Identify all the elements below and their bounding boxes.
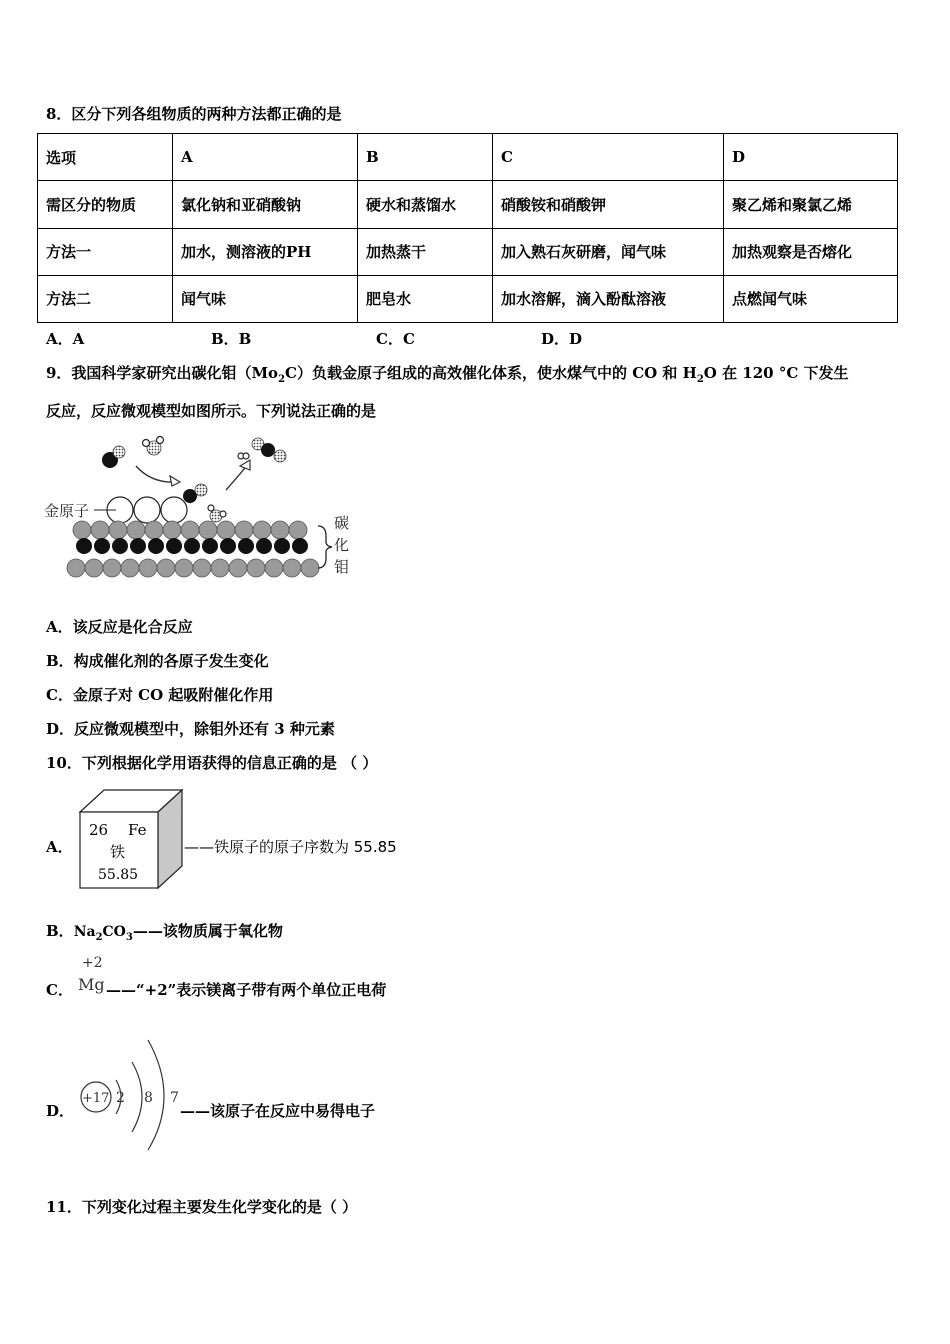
arrow-head-icon bbox=[240, 460, 250, 470]
table-cell: 硝酸铵和硝酸钾 bbox=[493, 181, 724, 228]
molybdenum-atom bbox=[253, 521, 271, 539]
table-cell: 选项 bbox=[38, 134, 173, 181]
nucleus-charge: +17 bbox=[82, 1091, 110, 1106]
molybdenum-atom bbox=[67, 559, 85, 577]
carbon-atom bbox=[202, 538, 218, 554]
atomic-number: 26 bbox=[89, 821, 109, 839]
table-cell: 硬水和蒸馏水 bbox=[358, 181, 493, 228]
molybdenum-atom bbox=[109, 521, 127, 539]
gold-atoms bbox=[107, 497, 187, 523]
table-cell: 加水溶解，滴入酚酞溶液 bbox=[493, 275, 724, 322]
carbon-atom bbox=[238, 538, 254, 554]
q9-option-a[interactable]: A．该反应是化合反应 bbox=[46, 618, 193, 636]
carbon-atom bbox=[94, 538, 110, 554]
q10-option-c-text: ——“+2”表示镁离子带有两个单位正电荷 bbox=[106, 981, 387, 999]
q10-option-a-label[interactable]: A． bbox=[46, 838, 73, 856]
q10-option-d-text: ——该原子在反应中易得电子 bbox=[180, 1102, 376, 1120]
q8-stem: 8．区分下列各组物质的两种方法都正确的是 bbox=[46, 105, 342, 123]
h2-molecule bbox=[238, 453, 249, 459]
q9-option-d[interactable]: D．反应微观模型中，除钼外还有 3 种元素 bbox=[46, 720, 335, 738]
q10-option-d-label[interactable]: D． bbox=[46, 1102, 75, 1120]
molybdenum-atom bbox=[145, 521, 163, 539]
molybdenum-atom bbox=[301, 559, 319, 577]
shell-electron-count: 2 bbox=[116, 1090, 125, 1106]
catalyst-micro-model-figure bbox=[40, 430, 360, 590]
shell-electron-count: 8 bbox=[144, 1090, 153, 1106]
magnesium-symbol: Mg bbox=[78, 975, 105, 994]
molybdenum-atom bbox=[181, 521, 199, 539]
carbide-label-char: 化 bbox=[334, 536, 350, 554]
molybdenum-atom bbox=[289, 521, 307, 539]
adsorbed-co-molecule bbox=[183, 484, 207, 503]
molybdenum-atom bbox=[229, 559, 247, 577]
choice-c[interactable]: C．C bbox=[376, 330, 415, 348]
table-cell: 加水，测溶液的PH bbox=[173, 228, 358, 275]
table-cell: 加入熟石灰研磨，闻气味 bbox=[493, 228, 724, 275]
carbon-atom bbox=[166, 538, 182, 554]
table-cell: B bbox=[358, 134, 493, 181]
table-cell: C bbox=[493, 134, 724, 181]
q9-option-c[interactable]: C．金原子对 CO 起吸附催化作用 bbox=[46, 686, 274, 704]
table-cell: A bbox=[173, 134, 358, 181]
carbon-atom bbox=[184, 538, 200, 554]
q9-stem-line2: 反应，反应微观模型如图所示。下列说法正确的是 bbox=[46, 402, 377, 420]
molybdenum-atom bbox=[265, 559, 283, 577]
arrow-head-icon bbox=[170, 476, 180, 486]
q11-stem: 11．下列变化过程主要发生化学变化的是（ ） bbox=[46, 1198, 358, 1216]
table-cell: 聚乙烯和聚氯乙烯 bbox=[724, 181, 898, 228]
table-cell: 加热观察是否熔化 bbox=[724, 228, 898, 275]
shell-electron-count: 7 bbox=[170, 1090, 179, 1106]
molybdenum-atom bbox=[217, 521, 235, 539]
table-row bbox=[38, 275, 898, 322]
q10-option-b[interactable]: B．$Na_2CO_3——$该物质属于氧化物 bbox=[46, 922, 283, 943]
carbide-label-char: 碳 bbox=[334, 514, 350, 532]
q8-options-table bbox=[37, 133, 898, 323]
table-cell: 需区分的物质 bbox=[38, 181, 173, 228]
carbon-atom bbox=[76, 538, 92, 554]
carbon-atom bbox=[220, 538, 236, 554]
brace-icon bbox=[318, 526, 332, 568]
carbon-atom bbox=[274, 538, 290, 554]
table-row bbox=[38, 181, 898, 228]
table-cell: 闻气味 bbox=[173, 275, 358, 322]
table-cell: 点燃闻气味 bbox=[724, 275, 898, 322]
carbon-atom bbox=[292, 538, 308, 554]
carbon-atom bbox=[112, 538, 128, 554]
valence-charge: +2 bbox=[82, 955, 103, 971]
table-row bbox=[38, 134, 898, 181]
molybdenum-atom bbox=[271, 521, 289, 539]
molybdenum-atom bbox=[235, 521, 253, 539]
molybdenum-atom bbox=[91, 521, 109, 539]
molybdenum-atom bbox=[163, 521, 181, 539]
molybdenum-atom bbox=[139, 559, 157, 577]
choice-d[interactable]: D．D bbox=[541, 330, 583, 348]
carbide-label-char: 钼 bbox=[334, 558, 350, 576]
molybdenum-atom bbox=[283, 559, 301, 577]
choice-a[interactable]: A．A bbox=[46, 330, 85, 348]
q8-choices bbox=[46, 328, 582, 349]
element-cell-figure bbox=[76, 788, 186, 892]
molybdenum-atom bbox=[247, 559, 265, 577]
h2o-molecule-top bbox=[143, 437, 164, 456]
table-cell: 方法二 bbox=[38, 275, 173, 322]
molybdenum-atom bbox=[73, 521, 91, 539]
carbon-atom bbox=[148, 538, 164, 554]
gold-atom-label: 金原子 bbox=[44, 502, 90, 520]
molybdenum-atom bbox=[175, 559, 193, 577]
molybdenum-atom bbox=[121, 559, 139, 577]
carbon-atom bbox=[256, 538, 272, 554]
molybdenum-atom bbox=[85, 559, 103, 577]
molybdenum-atom bbox=[199, 521, 217, 539]
choice-b[interactable]: B．B bbox=[211, 330, 252, 348]
q10-option-c-label[interactable]: C． bbox=[46, 981, 73, 999]
q10-stem: 10．下列根据化学用语获得的信息正确的是 （ ） bbox=[46, 754, 378, 772]
q9-option-b[interactable]: B．构成催化剂的各原子发生变化 bbox=[46, 652, 269, 670]
table-cell: D bbox=[724, 134, 898, 181]
element-symbol: Fe bbox=[128, 821, 147, 839]
molybdenum-atom bbox=[103, 559, 121, 577]
table-row bbox=[38, 228, 898, 275]
co2-molecule bbox=[252, 438, 286, 462]
molybdenum-atom bbox=[193, 559, 211, 577]
molybdenum-atom bbox=[127, 521, 145, 539]
adsorbed-h2o-molecule bbox=[208, 505, 226, 522]
table-cell: 氯化钠和亚硝酸钠 bbox=[173, 181, 358, 228]
table-cell: 肥皂水 bbox=[358, 275, 493, 322]
atomic-structure-diagram bbox=[76, 1036, 186, 1154]
q9-stem-line1: 9．我国科学家研究出碳化钼$(Mo_2C)$负载金原子组成的高效催化体系，使水煤气中的 CO 和 $H_2O$ 在 120 °C 下发生 bbox=[46, 364, 849, 385]
co-molecule-left bbox=[102, 446, 125, 468]
table-cell: 加热蒸干 bbox=[358, 228, 493, 275]
q10-option-a-text: ——铁原子的原子序数为 55.85 bbox=[184, 838, 397, 856]
molybdenum-carbide-lattice bbox=[67, 521, 319, 577]
table-cell: 方法一 bbox=[38, 228, 173, 275]
molybdenum-atom bbox=[211, 559, 229, 577]
atomic-mass: 55.85 bbox=[98, 867, 139, 883]
carbon-atom bbox=[130, 538, 146, 554]
molybdenum-atom bbox=[157, 559, 175, 577]
element-name: 铁 bbox=[110, 843, 126, 861]
